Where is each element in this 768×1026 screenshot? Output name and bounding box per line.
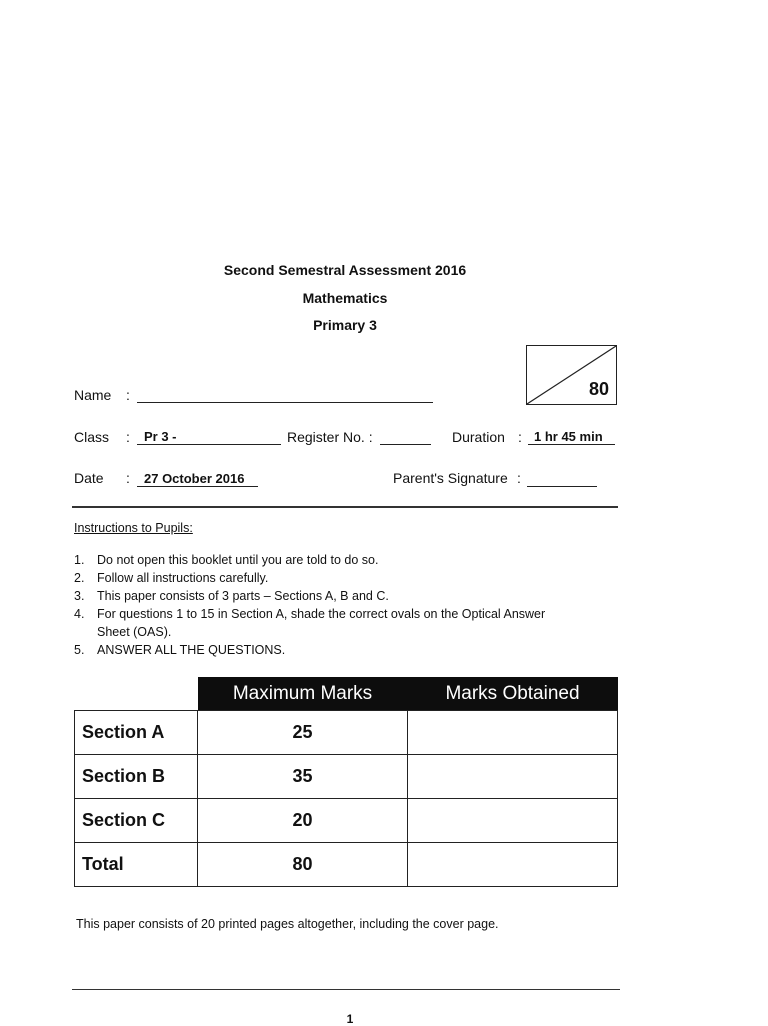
- signature-label: Parent's Signature: [393, 470, 508, 486]
- obtained-marks-cell[interactable]: [408, 843, 618, 887]
- obtained-marks-cell[interactable]: [408, 799, 618, 843]
- score-total: 80: [588, 379, 609, 399]
- paper-level: Primary 3: [313, 317, 377, 333]
- table-header-blank: [75, 677, 198, 711]
- max-marks-cell: 20: [198, 799, 408, 843]
- page-count-note: This paper consists of 20 printed pages altogether, including the cover page.: [76, 917, 499, 931]
- paper-title: Second Semestral Assessment 2016: [223, 262, 467, 278]
- section-cell: Section C: [75, 799, 198, 843]
- table-row: [75, 711, 618, 755]
- table-row: [75, 755, 618, 799]
- instruction-item-continued: Sheet (OAS).: [97, 625, 172, 639]
- table-header-row: [75, 677, 618, 711]
- class-label: Class: [74, 429, 110, 445]
- footer-divider: [72, 989, 620, 990]
- instruction-item: 1. Do not open this booklet until you are told to do so.: [74, 553, 379, 567]
- table-row: [75, 843, 618, 887]
- duration-field: [528, 444, 615, 445]
- signature-colon: :: [517, 470, 521, 486]
- table-header-obtained: Marks Obtained: [408, 677, 618, 711]
- max-marks-cell: 35: [198, 755, 408, 799]
- paper-subject: Mathematics: [302, 290, 388, 306]
- duration-label: Duration: [452, 429, 505, 445]
- section-cell: Total: [75, 843, 198, 887]
- instruction-item: 5. ANSWER ALL THE QUESTIONS.: [74, 643, 286, 657]
- header-divider: [72, 506, 618, 508]
- class-colon: :: [126, 429, 130, 445]
- class-value: Pr 3 -: [144, 429, 177, 444]
- section-cell: Section B: [75, 755, 198, 799]
- instruction-item: 4. For questions 1 to 15 in Section A, shade the correct ovals on the Optical Answer: [74, 607, 546, 621]
- name-colon: :: [126, 387, 130, 403]
- max-marks-cell: 25: [198, 711, 408, 755]
- table-header-max: Maximum Marks: [198, 677, 408, 711]
- instruction-item: 3. This paper consists of 3 parts – Sections A, B and C.: [74, 589, 389, 603]
- obtained-marks-cell[interactable]: [408, 755, 618, 799]
- page-number: 1: [346, 1012, 354, 1026]
- name-field[interactable]: [137, 402, 433, 403]
- date-colon: :: [126, 470, 130, 486]
- date-label: Date: [74, 470, 104, 486]
- register-label: Register No. :: [287, 429, 373, 445]
- signature-field[interactable]: [527, 486, 597, 487]
- class-field[interactable]: [137, 444, 281, 445]
- duration-colon: :: [518, 429, 522, 445]
- name-label: Name: [74, 387, 112, 403]
- instructions-heading: Instructions to Pupils:: [74, 521, 193, 535]
- section-cell: Section A: [75, 711, 198, 755]
- date-value: 27 October 2016: [144, 471, 245, 486]
- obtained-marks-cell[interactable]: [408, 711, 618, 755]
- marks-table: [74, 677, 618, 887]
- table-row: [75, 799, 618, 843]
- instruction-item: 2. Follow all instructions carefully.: [74, 571, 269, 585]
- max-marks-cell: 80: [198, 843, 408, 887]
- score-box: [526, 345, 617, 405]
- date-field: [137, 486, 258, 487]
- register-field[interactable]: [380, 444, 431, 445]
- duration-value: 1 hr 45 min: [534, 429, 603, 444]
